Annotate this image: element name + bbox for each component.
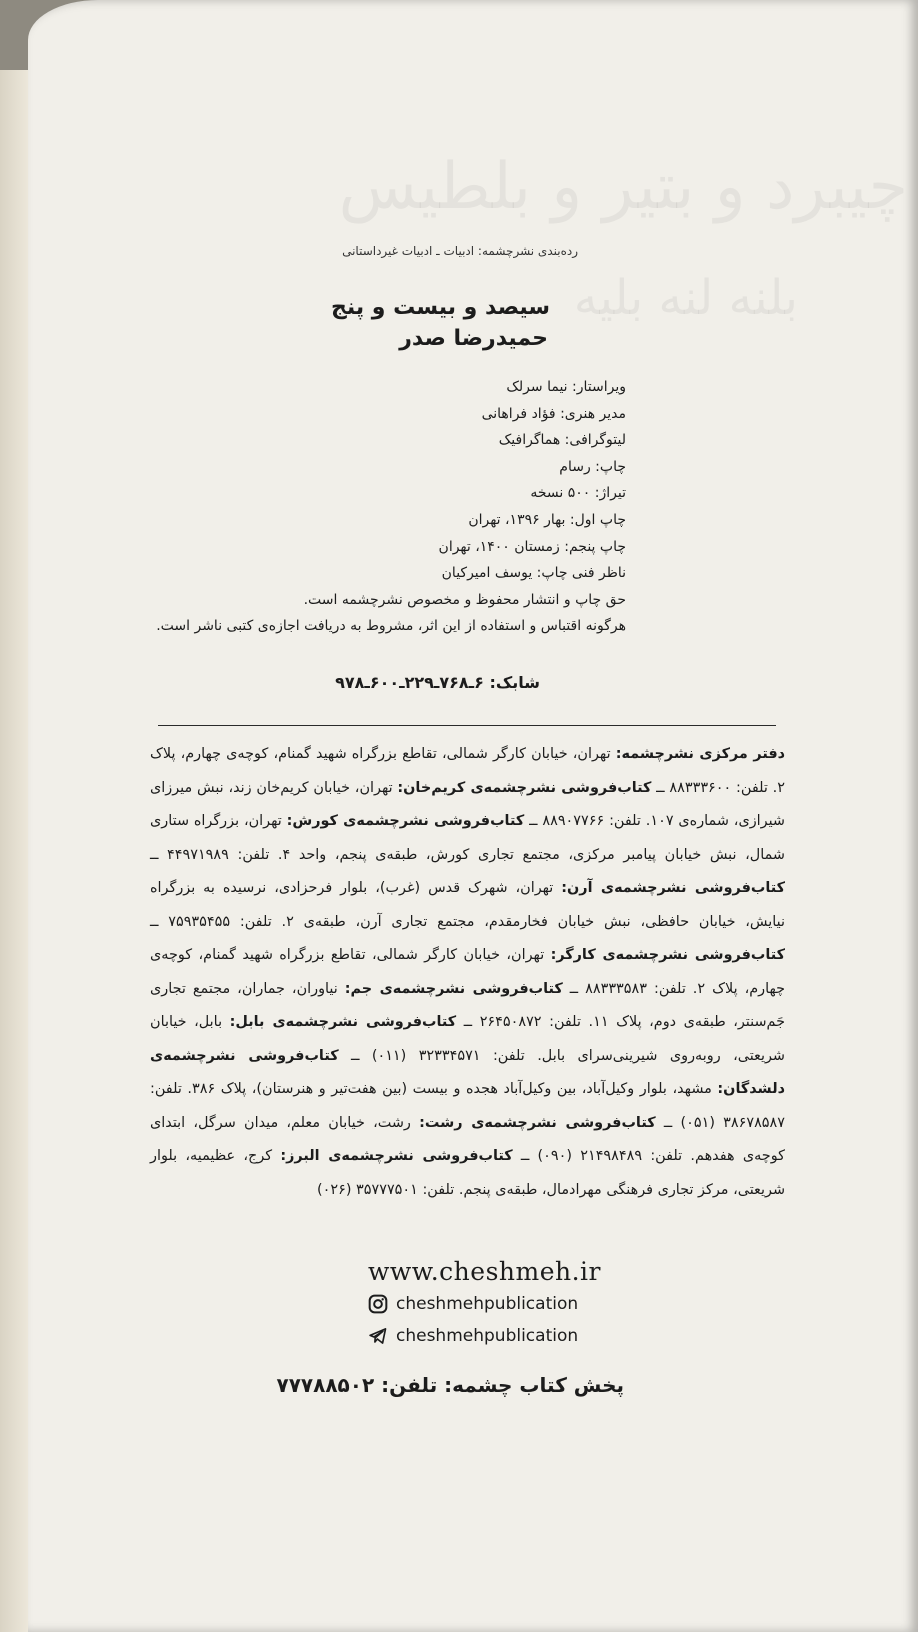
credit-editor: ویراستار: نیما سرلک bbox=[506, 379, 626, 395]
address-label: کتاب‌فروشی نشرچشمه‌ی کارگر: bbox=[550, 947, 785, 963]
telegram-handle-row bbox=[368, 1326, 578, 1346]
address-label: کتاب‌فروشی نشرچشمه‌ی کورش: bbox=[286, 813, 525, 829]
address-text: تهران، شهرک قدس (غرب)، بلوار فرحزادی، نرسیده به بزرگراه نیایش، خیابان حافظی، نبش خیابان فخارمقدم، مجتمع تجاری آرن، طبقه‌ی ۲. تلفن: ۷۵۹۳۵۴۵۵ ــ bbox=[150, 880, 785, 930]
instagram-handle-row bbox=[368, 1294, 578, 1314]
address-label: کتاب‌فروشی نشرچشمه‌ی رشت: bbox=[419, 1114, 656, 1131]
address-text: تهران، بزرگراه ستاری شمال، نبش خیابان پیامبر مرکزی، مجتمع تجاری کورش، طبقه‌ی پنجم، واحد ۴. تلفن: ۴۴۹۷۱۹۸۹ ــ bbox=[150, 813, 785, 863]
category-line: رده‌بندی نشرچشمه: ادبیات ـ ادبیات غیرداستانی bbox=[342, 244, 578, 258]
address-text: کرج، عظیمیه، بلوار شریعتی، مرکز تجاری فرهنگی مهرادمال، طبقه‌ی پنجم. تلفن: ۳۵۷۷۷۵۰۱ (۰۲۶) bbox=[150, 1148, 785, 1198]
address-text: تهران، خیابان کریم‌خان زند، نبش میرزای شیرازی، شماره‌ی ۱۰۷. تلفن: ۸۸۹۰۷۷۶۶ ــ bbox=[150, 779, 785, 829]
credit-first-edition: چاپ اول: بهار ۱۳۹۶، تهران bbox=[468, 511, 626, 528]
address-text: بابل، خیابان شریعتی، روبه‌روی شیرینی‌سرای بابل. تلفن: ۳۲۳۳۴۵۷۱ (۰۱۱) ــ bbox=[150, 1014, 785, 1064]
address-text: نیاوران، جماران، مجتمع تجاری جَم‌سنتر، طبقه‌ی دوم، پلاک ۱۱. تلفن: ۲۶۴۵۰۸۷۲ ــ bbox=[150, 980, 786, 1030]
address-text: مشهد، بلوار وکیل‌آباد، بین وکیل‌آباد هجده و بیست (بین هفت‌تیر و هنرستان)، پلاک ۳۸۶. تلفن: ۳۸۶۷۸۵۸۷ (۰۵۱) ــ bbox=[150, 1081, 785, 1131]
credits-list bbox=[66, 374, 626, 640]
address-text: رشت، خیابان معلم، میدان سرگل، ابتدای کوچه‌ی هفدهم. تلفن: ۲۱۴۹۸۴۸۹ (۰۹۰) ــ bbox=[150, 1114, 785, 1164]
divider bbox=[158, 725, 776, 726]
distribution-phone: پخش کتاب چشمه: تلفن: ۷۷۷۸۸۵۰۲ bbox=[276, 1373, 624, 1397]
book-title: سیصد و بیست و پنج bbox=[330, 295, 550, 320]
website-url: www.cheshmeh.ir bbox=[368, 1257, 602, 1286]
address-text: تهران، خیابان کارگر شمالی، تقاطع بزرگراه شهید گمنام، کوچه‌ی چهارم، پلاک ۲. تلفن: ۸۸۳۳۳۶۰۰ ــ bbox=[150, 746, 785, 796]
book-author: حمیدرضا صدر bbox=[399, 326, 548, 351]
address-label: کتاب‌فروشی نشرچشمه‌ی البرز: bbox=[280, 1148, 513, 1164]
address-label: کتاب‌فروشی نشرچشمه‌ی دلشدگان: bbox=[150, 1047, 785, 1097]
telegram-icon bbox=[368, 1326, 388, 1346]
isbn: شابک: ۶ـ۷۶۸ـ۲۲۹ـ۶۰۰ـ۹۷۸ bbox=[335, 673, 540, 692]
address-label: کتاب‌فروشی نشرچشمه‌ی کریم‌خان: bbox=[397, 779, 652, 796]
telegram-handle: cheshmehpublication bbox=[396, 1326, 579, 1346]
credit-printing: چاپ: رسام bbox=[559, 458, 626, 475]
instagram-icon bbox=[368, 1294, 388, 1314]
publisher-addresses bbox=[150, 738, 785, 1207]
address-label: کتاب‌فروشی نشرچشمه‌ی آرن: bbox=[561, 880, 785, 896]
address-label: کتاب‌فروشی نشرچشمه‌ی بابل: bbox=[229, 1014, 457, 1030]
show-through-text: بلنه لنه بلیه bbox=[573, 270, 798, 326]
credit-art-director: مدیر هنری: فؤاد فراهانی bbox=[481, 405, 626, 422]
credit-fifth-edition: چاپ پنجم: زمستان ۱۴۰۰، تهران bbox=[438, 538, 626, 555]
show-through-text: چیبرد و بتیر و بلطیس bbox=[338, 150, 908, 224]
book-page bbox=[28, 0, 918, 1632]
credit-lithography: لیتوگرافی: هماگرافیک bbox=[498, 432, 626, 449]
permission-notice: هرگونه اقتباس و استفاده از این اثر، مشروط به دریافت اجازه‌ی کتبی ناشر است. bbox=[156, 618, 626, 635]
address-label: کتاب‌فروشی نشرچشمه‌ی جم: bbox=[344, 980, 563, 997]
address-label: دفتر مرکزی نشرچشمه: bbox=[615, 746, 786, 762]
credit-print-run: تیراژ: ۵۰۰ نسخه bbox=[530, 485, 626, 502]
address-text: تهران، خیابان کارگر شمالی، تقاطع بزرگراه شهید گمنام، کوچه‌ی چهارم، پلاک ۲. تلفن: ۸۸۳۳۳۵۸۳ ــ bbox=[150, 947, 785, 997]
instagram-handle: cheshmehpublication bbox=[396, 1294, 579, 1314]
copyright-notice: حق چاپ و انتشار محفوظ و مخصوص نشرچشمه است. bbox=[303, 591, 626, 608]
credit-print-supervisor: ناظر فنی چاپ: یوسف امیرکیان bbox=[441, 565, 626, 582]
